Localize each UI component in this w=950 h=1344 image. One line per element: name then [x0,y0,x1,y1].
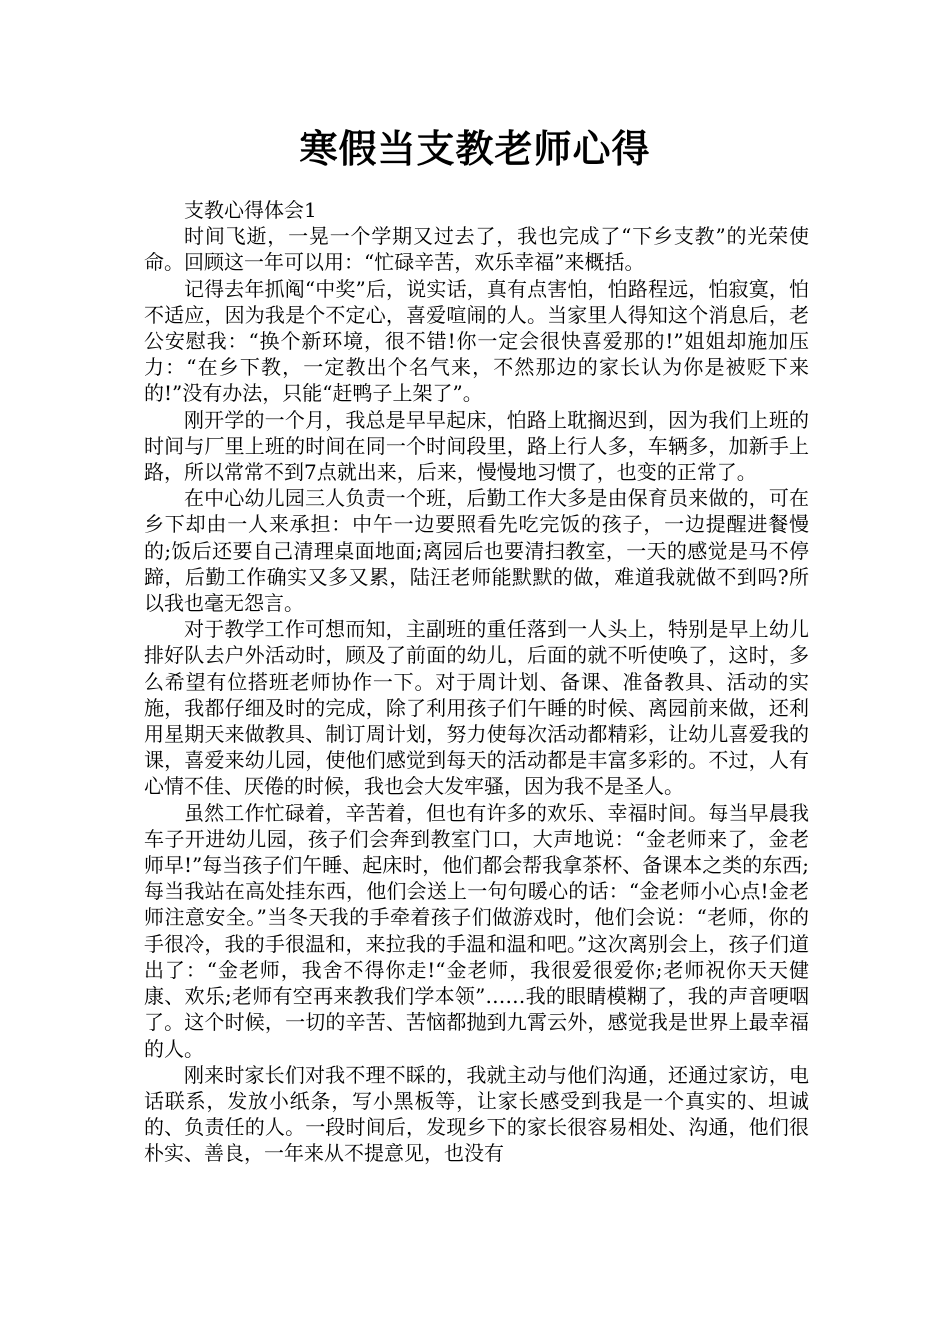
document-body [144,197,809,1167]
paragraph: 在中心幼儿园三人负责一个班，后勤工作大多是由保育员来做的，可在乡下却由一人来承担：中午一边要照看先吃完饭的孩子，一边提醒进餐慢的;饭后还要自己清理桌面地面;离园后也要清扫教室，一天的感觉是马不停蹄，后勤工作确实又多又累，陆汪老师能默默的做，难道我就做不到吗?所以我也毫无怨言。 [144,486,809,616]
paragraph: 刚开学的一个月，我总是早早起床，怕路上耽搁迟到，因为我们上班的时间与厂里上班的时间在同一个时间段里，路上行人多，车辆多，加新手上路，所以常常不到7点就出来，后来，慢慢地习惯了，也变的正常了。 [144,407,809,485]
paragraph: 刚来时家长们对我不理不睬的，我就主动与他们沟通，还通过家访，电话联系，发放小纸条，写小黑板等，让家长感受到我是一个真实的、坦诚的、负责任的人。一段时间后，发现乡下的家长很容易相处、沟通，他们很朴实、善良，一年来从不提意见，也没有 [144,1062,809,1166]
paragraph: 记得去年抓阄“中奖”后，说实话，真有点害怕，怕路程远，怕寂寞，怕不适应，因为我是个不定心，喜爱喧闹的人。当家里人得知这个消息后，老公安慰我：“换个新环境，很不错!你一定会很快喜爱那的!”姐姐却施加压力：“在乡下教，一定教出个名气来，不然那边的家长认为你是被贬下来的!”没有办法，只能“赶鸭子上架了”。 [144,276,809,406]
section-heading: 支教心得体会1 [184,198,317,222]
paragraph: 时间飞逝，一晃一个学期又过去了，我也完成了“下乡支教”的光荣使命。回顾这一年可以用：“忙碌辛苦，欢乐幸福”来概括。 [144,224,809,275]
paragraph: 对于教学工作可想而知，主副班的重任落到一人头上，特别是早上幼儿排好队去户外活动时，顾及了前面的幼儿，后面的就不听使唤了，这时，多么希望有位搭班老师协作一下。对于周计划、备课、准备教具、活动的实施，我都仔细及时的完成，除了利用孩子们午睡的时候、离园前来做，还利用星期天来做教具、制订周计划，努力使每次活动都精彩，让幼儿喜爱我的课，喜爱来幼儿园，使他们感觉到每天的活动都是丰富多彩的。不过，人有心情不佳、厌倦的时候，我也会大发牢骚，因为我不是圣人。 [144,617,809,799]
document-title: 寒假当支教老师心得 [299,126,651,171]
paragraph: 虽然工作忙碌着，辛苦着，但也有许多的欢乐、幸福时间。每当早晨我车子开进幼儿园，孩子们会奔到教室门口，大声地说：“金老师来了，金老师早!”每当孩子们午睡、起床时，他们都会帮我拿茶杯、备课本之类的东西;每当我站在高处挂东西，他们会送上一句句暖心的话：“金老师小心点!金老师注意安全。”当冬天我的手牵着孩子们做游戏时，他们会说：“老师，你的手很冷，我的手很温和，来拉我的手温和温和吧。”这次离别会上，孩子们道出了：“金老师，我舍不得你走!“金老师，我很爱很爱你;老师祝你天天健康、欢乐;老师有空再来教我们学本领”……我的眼睛模糊了，我的声音哽咽了。这个时候，一切的辛苦、苦恼都抛到九霄云外，感觉我是世界上最幸福的人。 [144,800,809,1061]
